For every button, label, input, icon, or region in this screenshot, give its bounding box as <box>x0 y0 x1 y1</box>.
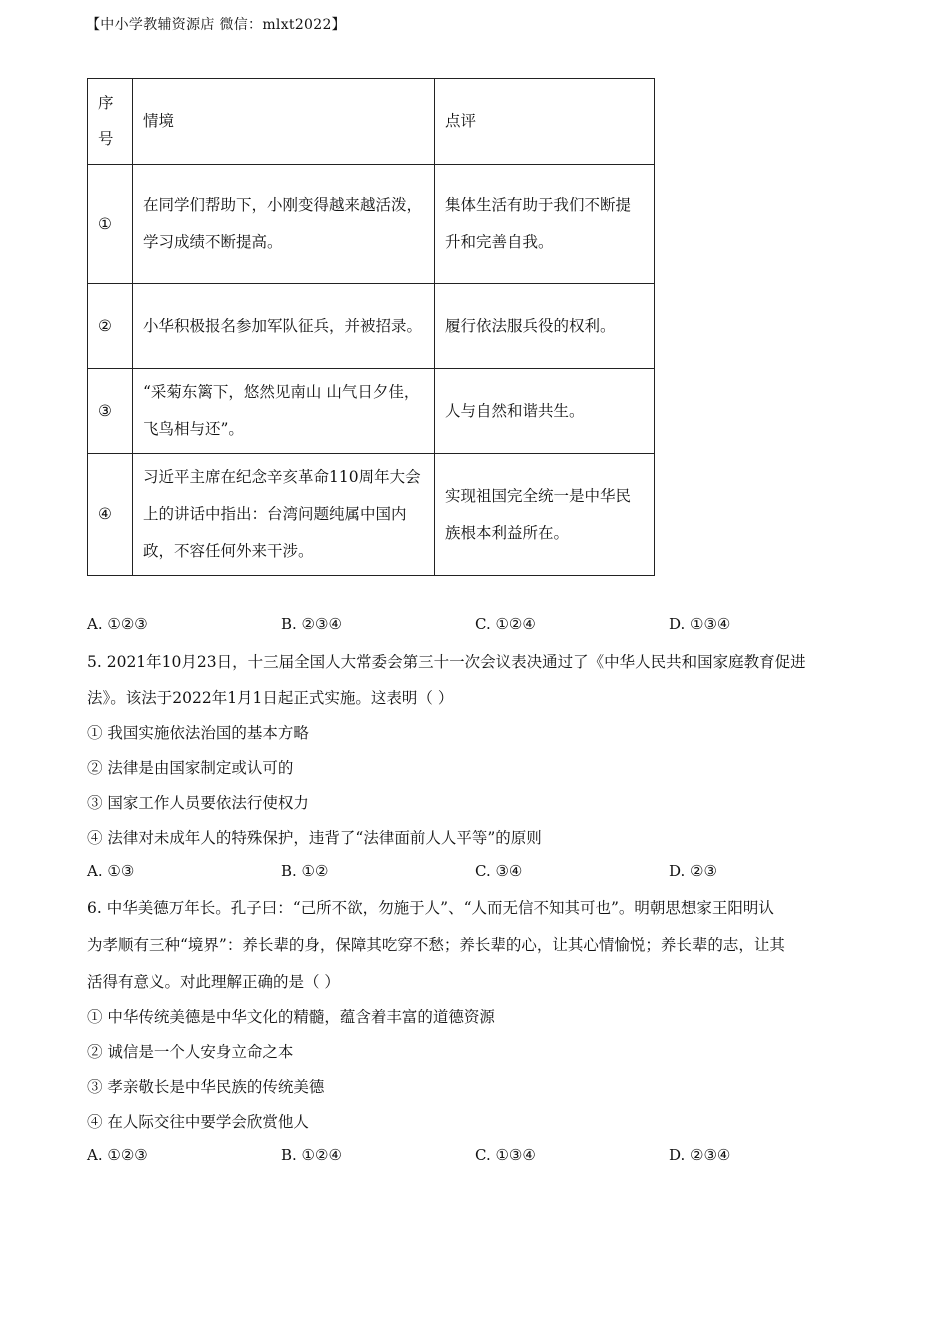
q5-option-d[interactable]: D. ②③ <box>669 862 717 880</box>
header-comment: 点评 <box>435 79 655 165</box>
q5-stem-line2: 法》。该法于2022年1月1日起正式实施。这表明（ ） <box>87 689 454 707</box>
q5-item-2: ② 法律是由国家制定或认可的 <box>87 759 294 777</box>
q5-stem-line1: 5. 2021年10月23日，十三届全国人大常委会第三十一次会议表决通过了《中华人民共和国家庭教育促进 <box>87 653 806 671</box>
table-row <box>88 454 655 576</box>
row-situation: 习近平主席在纪念辛亥革命110周年大会上的讲话中指出：台湾问题纯属中国内政，不容任何外来干涉。 <box>133 454 435 576</box>
header-situation: 情境 <box>133 79 435 165</box>
q5-option-c[interactable]: C. ③④ <box>475 862 523 880</box>
row-comment: 人与自然和谐共生。 <box>435 369 655 454</box>
q5-option-b[interactable]: B. ①② <box>281 862 329 880</box>
q6-item-4: ④ 在人际交往中要学会欣赏他人 <box>87 1113 309 1131</box>
q6-option-b[interactable]: B. ①②④ <box>281 1146 342 1164</box>
q6-stem-line3: 活得有意义。对此理解正确的是（ ） <box>87 973 340 991</box>
row-no: ④ <box>88 454 133 576</box>
row-situation: 小华积极报名参加军队征兵，并被招录。 <box>133 284 435 369</box>
q6-stem-line2: 为孝顺有三种“境界”：养长辈的身，保障其吃穿不愁；养长辈的心，让其心情愉悦；养长辈的志，让其 <box>87 936 785 954</box>
page-header: 【中小学教辅资源店 微信：mlxt2022】 <box>86 17 346 33</box>
scenario-table <box>87 78 655 576</box>
header-no: 序号 <box>88 79 133 165</box>
q6-stem-line1: 6. 中华美德万年长。孔子曰：“己所不欲，勿施于人”、“人而无信不知其可也”。明朝思想家王阳明认 <box>87 899 774 917</box>
row-comment: 集体生活有助于我们不断提升和完善自我。 <box>435 165 655 284</box>
table-row <box>88 165 655 284</box>
row-no: ① <box>88 165 133 284</box>
row-comment: 履行依法服兵役的权利。 <box>435 284 655 369</box>
row-comment: 实现祖国完全统一是中华民族根本利益所在。 <box>435 454 655 576</box>
q6-option-c[interactable]: C. ①③④ <box>475 1146 536 1164</box>
row-no: ② <box>88 284 133 369</box>
q4-option-b[interactable]: B. ②③④ <box>281 615 342 633</box>
q5-item-4: ④ 法律对未成年人的特殊保护，违背了“法律面前人人平等”的原则 <box>87 829 542 847</box>
q6-item-1: ① 中华传统美德是中华文化的精髓，蕴含着丰富的道德资源 <box>87 1008 495 1026</box>
q6-option-a[interactable]: A. ①②③ <box>87 1146 148 1164</box>
q6-item-3: ③ 孝亲敬长是中华民族的传统美德 <box>87 1078 325 1096</box>
q4-option-c[interactable]: C. ①②④ <box>475 615 536 633</box>
table-row <box>88 369 655 454</box>
q6-item-2: ② 诚信是一个人安身立命之本 <box>87 1043 294 1061</box>
row-situation: “采菊东篱下，悠然见南山 山气日夕佳，飞鸟相与还”。 <box>133 369 435 454</box>
row-situation: 在同学们帮助下，小刚变得越来越活泼，学习成绩不断提高。 <box>133 165 435 284</box>
q4-option-d[interactable]: D. ①③④ <box>669 615 731 633</box>
q4-option-a[interactable]: A. ①②③ <box>87 615 148 633</box>
table-header-row <box>88 79 655 165</box>
q6-option-d[interactable]: D. ②③④ <box>669 1146 731 1164</box>
q5-item-3: ③ 国家工作人员要依法行使权力 <box>87 794 309 812</box>
row-no: ③ <box>88 369 133 454</box>
q5-item-1: ① 我国实施依法治国的基本方略 <box>87 724 309 742</box>
table-row <box>88 284 655 369</box>
q5-option-a[interactable]: A. ①③ <box>87 862 135 880</box>
